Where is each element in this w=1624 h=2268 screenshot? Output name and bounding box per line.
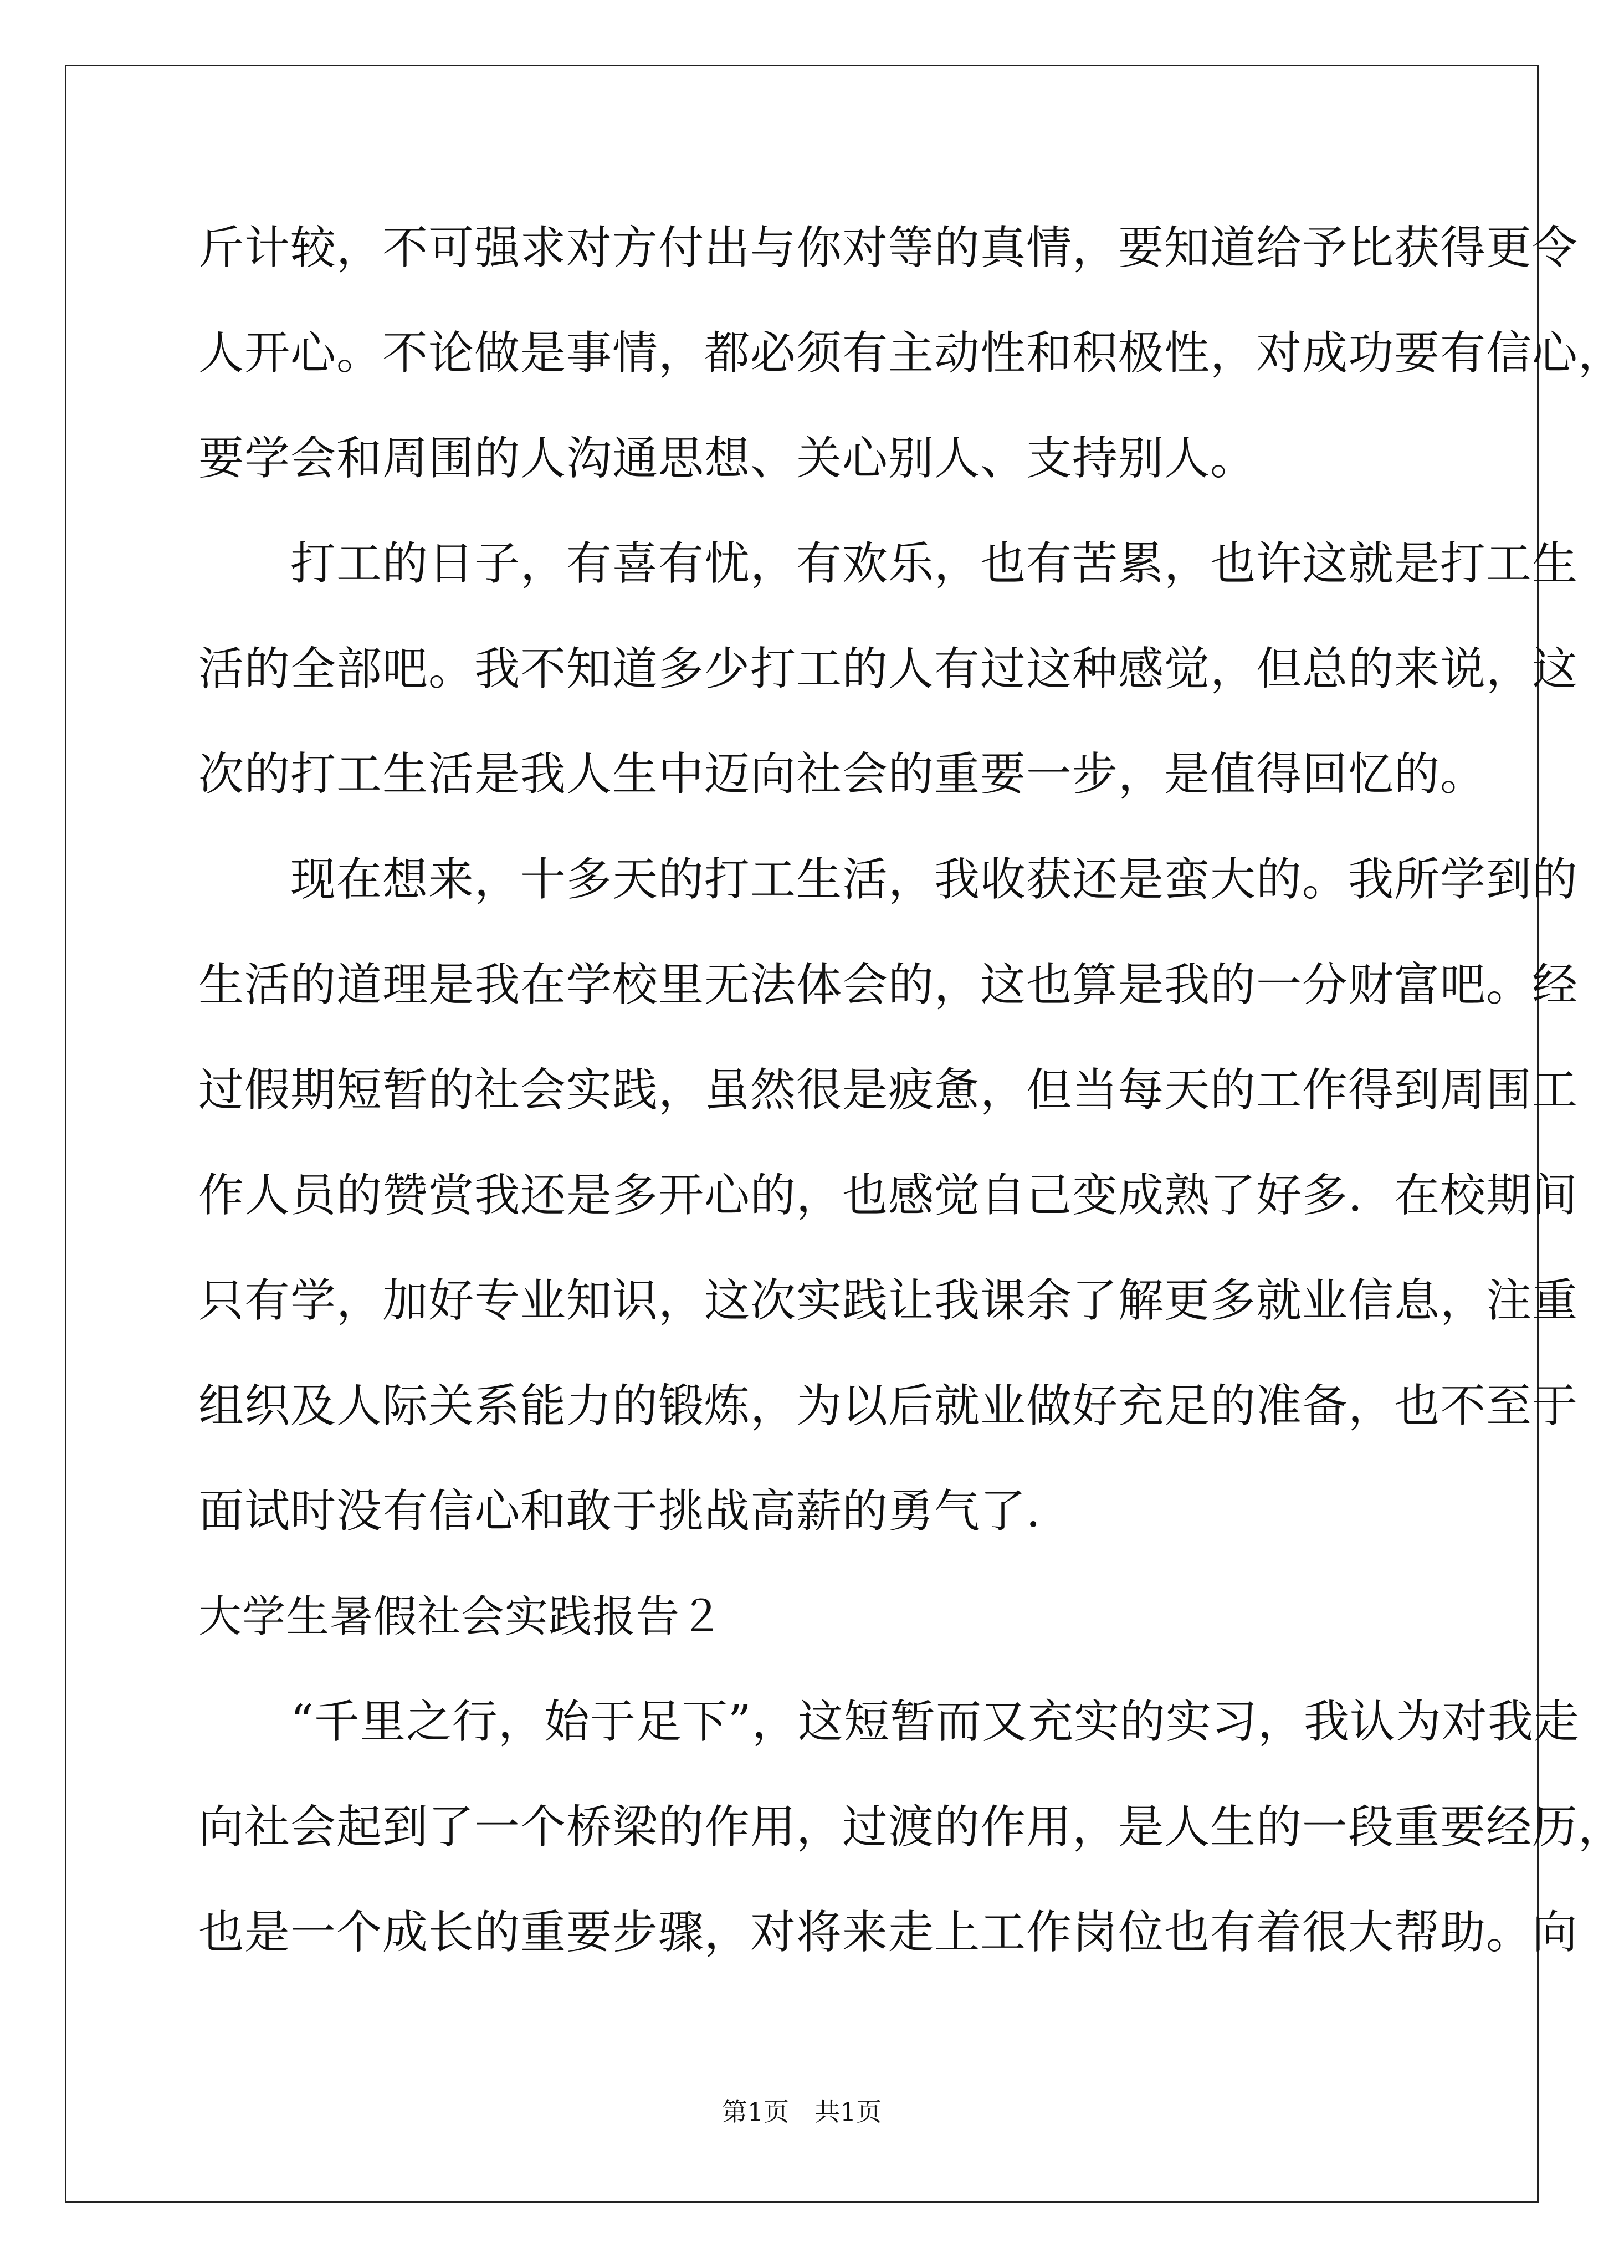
page-border: [65, 65, 1624, 2203]
body-line: 打工的日子，有喜有忧，有欢乐，也有苦累，也许这就是打工生: [198, 537, 1579, 590]
body-line: 面试时没有信心和敢于挑战高薪的勇气了．: [198, 1485, 1073, 1538]
body-line: 也是一个成长的重要步骤，对将来走上工作岗位也有着很大帮助。向: [198, 1906, 1579, 1959]
body-line: 生活的道理是我在学校里无法体会的，这也算是我的一分财富吧。经: [198, 959, 1579, 1011]
body-line: 作人员的赞赏我还是多开心的，也感觉自己变成熟了好多．在校期间: [198, 1169, 1579, 1222]
section-heading: 大学生暑假社会实践报告２: [198, 1592, 724, 1642]
body-line: 人开心。不论做是事情，都必须有主动性和积极性，对成功要有信心，: [198, 327, 1624, 380]
body-line: 组织及人际关系能力的锻炼，为以后就业做好充足的准备，也不至于: [198, 1380, 1579, 1432]
body-line: “千里之行，始于足下”，这短暂而又充实的实习，我认为对我走: [198, 1696, 1580, 1748]
body-line: 活的全部吧。我不知道多少打工的人有过这种感觉，但总的来说，这: [198, 643, 1579, 695]
body-line: 向社会起到了一个桥梁的作用，过渡的作用，是人生的一段重要经历，: [198, 1801, 1624, 1854]
body-line: 过假期短暂的社会实践，虽然很是疲惫，但当每天的工作得到周围工: [198, 1064, 1579, 1117]
page-footer: 第1页 共1页: [721, 2097, 882, 2127]
body-line: 现在想来，十多天的打工生活，我收获还是蛮大的。我所学到的: [198, 853, 1579, 906]
body-line: 要学会和周围的人沟通思想、关心别人、支持别人。: [198, 432, 1257, 485]
body-line: 斤计较，不可强求对方付出与你对等的真情，要知道给予比获得更令: [198, 222, 1579, 274]
body-line: 次的打工生活是我人生中迈向社会的重要一步，是值得回忆的。: [198, 748, 1487, 801]
body-line: 只有学，加好专业知识，这次实践让我课余了解更多就业信息，注重: [198, 1274, 1579, 1327]
